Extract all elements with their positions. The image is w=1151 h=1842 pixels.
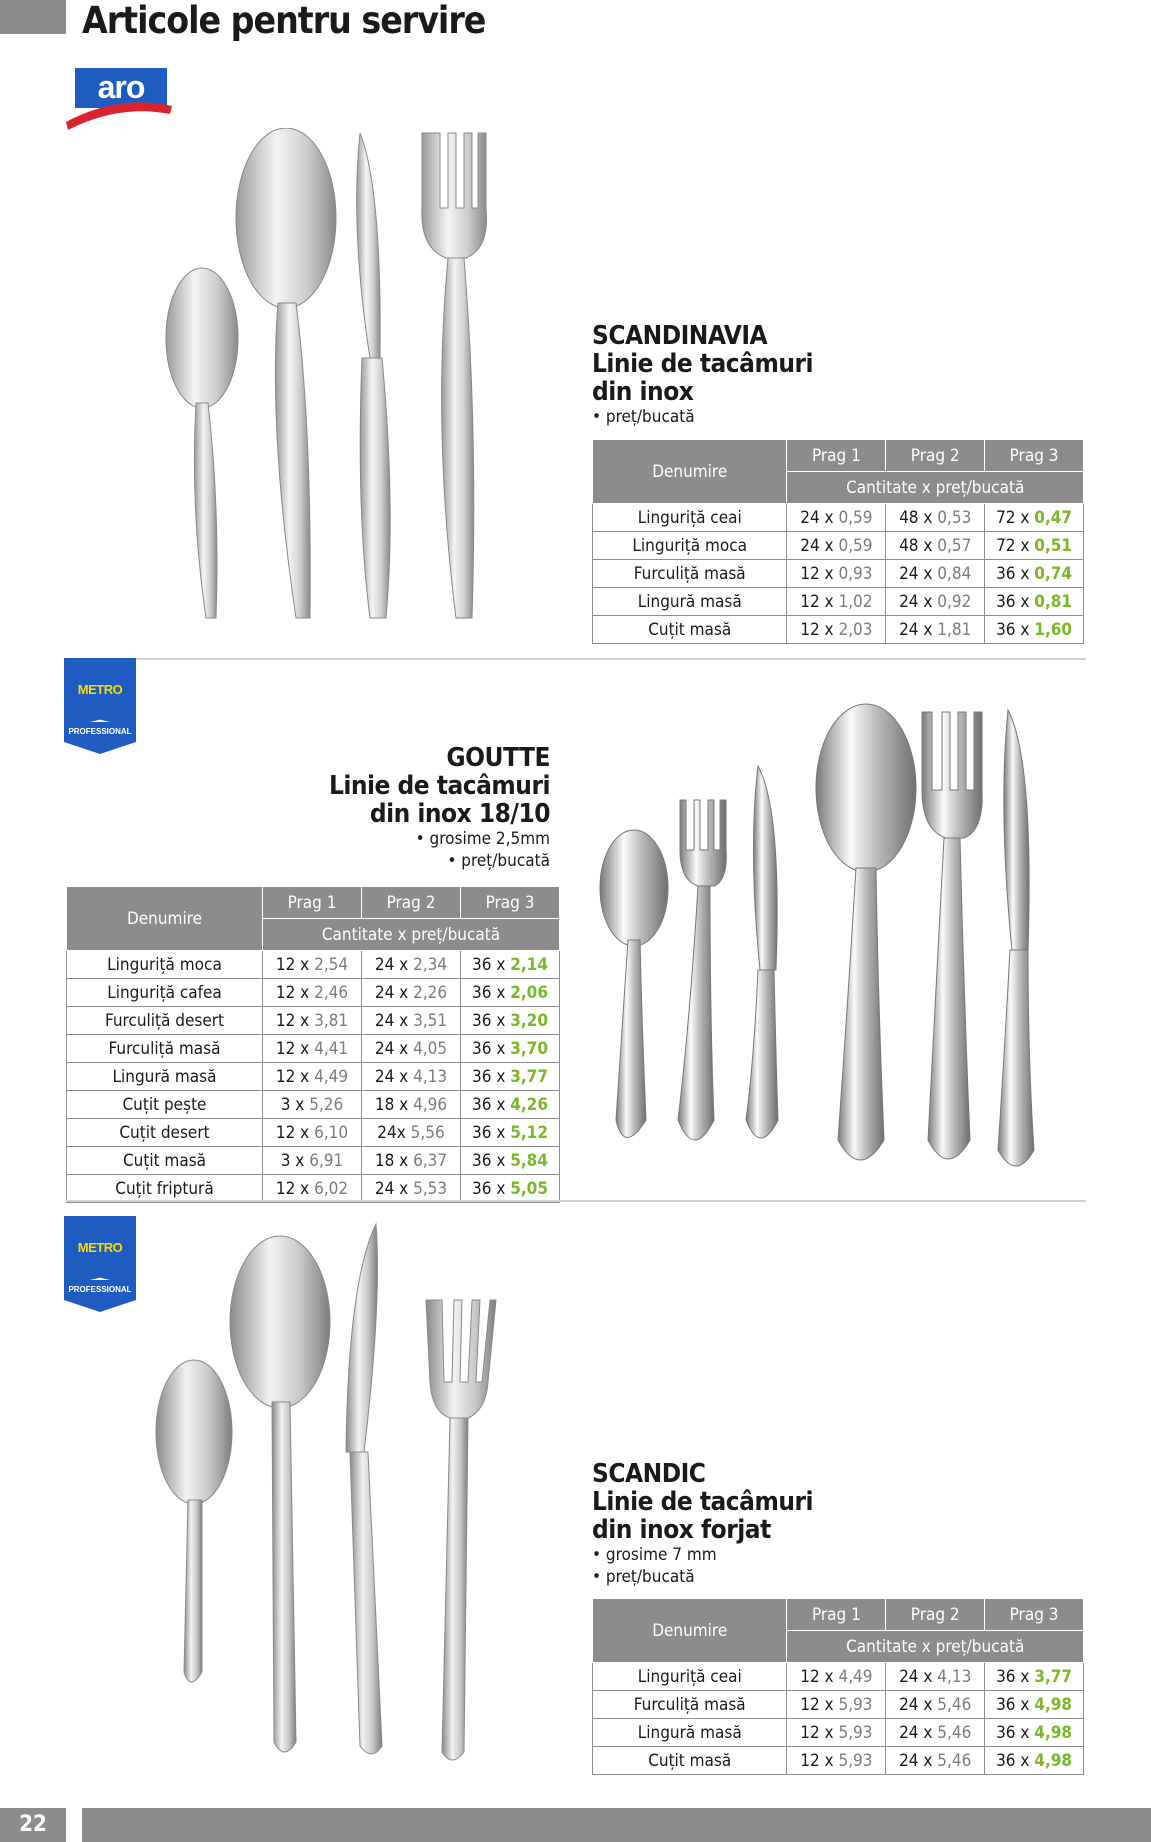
prag3-cell xyxy=(985,1663,1084,1691)
qty: 12 x xyxy=(800,1722,834,1743)
price: 2,26 xyxy=(413,982,448,1003)
qty: 24 x xyxy=(899,1750,933,1771)
qty: 24 x xyxy=(899,1694,933,1715)
prag3-cell xyxy=(461,979,560,1007)
qty: 36 x xyxy=(996,563,1030,584)
prag2-cell xyxy=(886,1691,985,1719)
price: 5,93 xyxy=(838,1750,873,1771)
qty: 12 x xyxy=(275,982,310,1003)
col-prag1: Prag 1 xyxy=(787,440,886,472)
table-row xyxy=(67,1035,560,1063)
qty: 12 x xyxy=(800,563,834,584)
col-sub: Cantitate x preț/bucată xyxy=(263,919,560,951)
col-prag1: Prag 1 xyxy=(263,887,362,919)
professional-label: PROFESSIONAL xyxy=(64,1280,136,1300)
qty: 24 x xyxy=(899,1722,933,1743)
qty: 12 x xyxy=(275,1010,310,1031)
prag3-cell xyxy=(985,588,1084,616)
item-name: Linguriță cafea xyxy=(67,979,263,1007)
page-title: Articole pentru servire xyxy=(82,0,486,42)
prag1-cell xyxy=(787,532,886,560)
qty: 12 x xyxy=(275,1038,310,1059)
price: 1,81 xyxy=(937,619,972,640)
goutte-heading xyxy=(300,744,550,872)
prag2-cell xyxy=(362,1063,461,1091)
scandic-heading xyxy=(592,1460,813,1588)
item-name: Cuțit masă xyxy=(593,616,787,644)
prag2-cell xyxy=(362,1147,461,1175)
item-name: Furculiță masă xyxy=(67,1035,263,1063)
scandic-bullet-1: • grosime 7 mm xyxy=(592,1545,717,1565)
prag2-cell xyxy=(886,588,985,616)
price-best: 5,05 xyxy=(510,1178,548,1199)
item-name: Cuțit friptură xyxy=(67,1175,263,1203)
scandinavia-heading xyxy=(592,322,813,428)
goutte-line1: Linie de tacâmuri xyxy=(328,771,550,801)
scandinavia-price-table xyxy=(592,439,1084,644)
item-name: Lingură masă xyxy=(67,1063,263,1091)
item-name: Furculiță desert xyxy=(67,1007,263,1035)
price-best: 3,70 xyxy=(510,1038,548,1059)
qty: 36 x xyxy=(472,1178,506,1199)
item-name: Lingură masă xyxy=(593,1719,787,1747)
prag3-cell xyxy=(461,1091,560,1119)
qty: 18 x xyxy=(374,1094,409,1115)
prag3-cell xyxy=(461,1147,560,1175)
prag3-cell xyxy=(985,1747,1084,1775)
goutte-bullet-1: • grosime 2,5mm xyxy=(415,829,550,849)
table-row xyxy=(593,560,1084,588)
goutte-name: GOUTTE xyxy=(446,743,550,773)
price: 0,59 xyxy=(838,535,873,556)
prag2-cell xyxy=(886,1747,985,1775)
qty: 72 x xyxy=(996,507,1030,528)
qty: 12 x xyxy=(275,954,310,975)
price-best: 2,06 xyxy=(510,982,548,1003)
price-best: 1,60 xyxy=(1034,619,1073,640)
prag1-cell xyxy=(263,979,362,1007)
price-best: 5,12 xyxy=(510,1122,548,1143)
prag3-cell xyxy=(461,1007,560,1035)
scandinavia-bullet: • preț/bucată xyxy=(592,407,695,427)
price: 1,02 xyxy=(838,591,873,612)
prag2-cell xyxy=(362,951,461,979)
scandinavia-cutlery-image xyxy=(160,128,500,628)
prag2-cell xyxy=(362,979,461,1007)
qty: 12 x xyxy=(275,1066,310,1087)
qty: 24 x xyxy=(800,507,834,528)
prag1-cell xyxy=(787,616,886,644)
professional-label: PROFESSIONAL xyxy=(64,722,136,742)
col-prag2: Prag 2 xyxy=(362,887,461,919)
qty: 12 x xyxy=(275,1178,310,1199)
price: 5,46 xyxy=(937,1722,972,1743)
qty: 3 x xyxy=(280,1094,305,1115)
price: 5,26 xyxy=(309,1094,344,1115)
table-row xyxy=(593,1663,1084,1691)
price: 0,53 xyxy=(937,507,972,528)
table-row xyxy=(67,1091,560,1119)
metro-label: METRO xyxy=(77,1240,123,1255)
table-row xyxy=(593,504,1084,532)
prag3-cell xyxy=(985,560,1084,588)
table-row xyxy=(67,1007,560,1035)
col-prag2: Prag 2 xyxy=(886,440,985,472)
aro-logo xyxy=(64,64,174,134)
qty: 24 x xyxy=(374,982,409,1003)
prag2-cell xyxy=(362,1091,461,1119)
qty: 36 x xyxy=(996,1722,1030,1743)
prag2-cell xyxy=(886,560,985,588)
item-name: Cuțit pește xyxy=(67,1091,263,1119)
qty: 24 x xyxy=(800,535,834,556)
price: 0,59 xyxy=(838,507,873,528)
price: 2,54 xyxy=(314,954,349,975)
table-row xyxy=(593,1747,1084,1775)
qty: 12 x xyxy=(800,591,834,612)
prag1-cell xyxy=(263,951,362,979)
goutte-bullet-2: • preț/bucată xyxy=(447,851,550,871)
price: 0,92 xyxy=(937,591,972,612)
prag1-cell xyxy=(263,1147,362,1175)
price-best: 4,98 xyxy=(1034,1722,1073,1743)
prag3-cell xyxy=(985,532,1084,560)
qty: 36 x xyxy=(472,1150,506,1171)
col-denumire: Denumire xyxy=(593,1599,787,1663)
table-row xyxy=(593,532,1084,560)
prag3-cell xyxy=(461,1035,560,1063)
qty: 24 x xyxy=(899,563,933,584)
qty: 36 x xyxy=(472,1094,506,1115)
price: 0,84 xyxy=(937,563,972,584)
item-name: Furculiță masă xyxy=(593,1691,787,1719)
prag1-cell xyxy=(787,588,886,616)
prag3-cell xyxy=(461,1175,560,1203)
table-row xyxy=(593,1691,1084,1719)
qty: 36 x xyxy=(996,1694,1030,1715)
qty: 18 x xyxy=(374,1150,409,1171)
price-best: 3,77 xyxy=(1034,1666,1073,1687)
price-best: 2,14 xyxy=(510,954,548,975)
prag1-cell xyxy=(787,1747,886,1775)
price-best: 4,26 xyxy=(510,1094,548,1115)
prag2-cell xyxy=(362,1035,461,1063)
col-prag3: Prag 3 xyxy=(985,440,1084,472)
col-denumire: Denumire xyxy=(593,440,787,504)
scandinavia-line1: Linie de tacâmuri xyxy=(592,349,814,379)
qty: 12 x xyxy=(800,1666,834,1687)
col-prag3: Prag 3 xyxy=(985,1599,1084,1631)
col-prag3: Prag 3 xyxy=(461,887,560,919)
price-best: 5,84 xyxy=(510,1150,548,1171)
separator xyxy=(66,1200,1086,1202)
price-best: 3,20 xyxy=(510,1010,548,1031)
col-sub: Cantitate x preț/bucată xyxy=(787,1631,1084,1663)
scandic-price-table xyxy=(592,1598,1084,1775)
metro-professional-logo xyxy=(64,1216,136,1314)
table-row xyxy=(67,951,560,979)
price-best: 3,77 xyxy=(510,1066,548,1087)
prag1-cell xyxy=(787,504,886,532)
qty: 36 x xyxy=(472,1066,506,1087)
qty: 24 x xyxy=(374,1178,409,1199)
separator xyxy=(66,658,1086,660)
prag1-cell xyxy=(263,1035,362,1063)
item-name: Linguriță moca xyxy=(593,532,787,560)
price: 0,57 xyxy=(937,535,972,556)
qty: 12 x xyxy=(800,1694,834,1715)
qty: 24 x xyxy=(374,954,409,975)
qty: 24 x xyxy=(899,619,933,640)
table-row xyxy=(593,588,1084,616)
qty: 36 x xyxy=(996,591,1030,612)
qty: 36 x xyxy=(996,619,1030,640)
prag2-cell xyxy=(886,1663,985,1691)
price: 6,02 xyxy=(314,1178,349,1199)
col-prag2: Prag 2 xyxy=(886,1599,985,1631)
price: 3,51 xyxy=(413,1010,448,1031)
prag2-cell xyxy=(886,504,985,532)
prag2-cell xyxy=(886,532,985,560)
page-number: 22 xyxy=(0,1808,66,1842)
item-name: Lingură masă xyxy=(593,588,787,616)
qty: 36 x xyxy=(472,954,506,975)
scandic-bullet-2: • preț/bucată xyxy=(592,1567,695,1587)
price: 2,34 xyxy=(413,954,448,975)
price: 5,53 xyxy=(413,1178,448,1199)
goutte-cutlery-image xyxy=(598,700,1058,1170)
qty: 36 x xyxy=(996,1750,1030,1771)
metro-professional-logo xyxy=(64,658,136,756)
item-name: Cuțit desert xyxy=(67,1119,263,1147)
qty: 36 x xyxy=(472,982,506,1003)
price: 4,49 xyxy=(314,1066,349,1087)
prag2-cell xyxy=(886,616,985,644)
scandinavia-line2: din inox xyxy=(592,377,694,407)
item-name: Furculiță masă xyxy=(593,560,787,588)
qty: 36 x xyxy=(472,1010,506,1031)
price: 5,93 xyxy=(838,1694,873,1715)
qty: 48 x xyxy=(899,535,933,556)
price: 6,91 xyxy=(309,1150,344,1171)
qty: 36 x xyxy=(996,1666,1030,1687)
prag2-cell xyxy=(362,1119,461,1147)
prag1-cell xyxy=(263,1091,362,1119)
col-denumire: Denumire xyxy=(67,887,263,951)
prag3-cell xyxy=(985,616,1084,644)
footer-bar xyxy=(82,1808,1151,1842)
price: 3,81 xyxy=(314,1010,349,1031)
table-row xyxy=(593,616,1084,644)
table-row xyxy=(67,1175,560,1203)
scandic-cutlery-image xyxy=(150,1222,510,1782)
scandinavia-name: SCANDINAVIA xyxy=(592,321,768,351)
item-name: Linguriță ceai xyxy=(593,504,787,532)
table-row xyxy=(67,1063,560,1091)
price: 2,03 xyxy=(838,619,873,640)
table-row xyxy=(67,979,560,1007)
price: 2,46 xyxy=(314,982,349,1003)
col-prag1: Prag 1 xyxy=(787,1599,886,1631)
prag3-cell xyxy=(985,1719,1084,1747)
qty: 24 x xyxy=(899,1666,933,1687)
metro-label: METRO xyxy=(77,682,123,697)
prag1-cell xyxy=(787,1663,886,1691)
header-bar xyxy=(0,0,66,34)
prag3-cell xyxy=(461,1119,560,1147)
price-best: 4,98 xyxy=(1034,1750,1073,1771)
prag3-cell xyxy=(985,504,1084,532)
price-best: 0,51 xyxy=(1034,535,1073,556)
price: 4,49 xyxy=(838,1666,873,1687)
qty: 36 x xyxy=(472,1038,506,1059)
goutte-line2: din inox 18/10 xyxy=(369,799,550,829)
qty: 24 x xyxy=(374,1066,409,1087)
prag1-cell xyxy=(263,1007,362,1035)
prag2-cell xyxy=(886,1719,985,1747)
prag1-cell xyxy=(787,1719,886,1747)
scandic-name: SCANDIC xyxy=(592,1459,706,1489)
prag2-cell xyxy=(362,1007,461,1035)
item-name: Linguriță ceai xyxy=(593,1663,787,1691)
table-row xyxy=(593,1719,1084,1747)
price: 0,93 xyxy=(838,563,873,584)
qty: 36 x xyxy=(472,1122,506,1143)
price: 4,05 xyxy=(413,1038,448,1059)
prag3-cell xyxy=(461,951,560,979)
qty: 48 x xyxy=(899,507,933,528)
qty: 24x xyxy=(377,1122,406,1143)
prag1-cell xyxy=(787,1691,886,1719)
scandic-line2: din inox forjat xyxy=(592,1515,771,1545)
price: 4,41 xyxy=(314,1038,349,1059)
price: 5,93 xyxy=(838,1722,873,1743)
price-best: 4,98 xyxy=(1034,1694,1073,1715)
item-name: Cuțit masă xyxy=(67,1147,263,1175)
qty: 24 x xyxy=(899,591,933,612)
prag1-cell xyxy=(263,1063,362,1091)
price: 6,37 xyxy=(413,1150,448,1171)
price: 5,46 xyxy=(937,1750,972,1771)
item-name: Linguriță moca xyxy=(67,951,263,979)
prag3-cell xyxy=(985,1691,1084,1719)
goutte-price-table xyxy=(66,886,560,1203)
item-name: Cuțit masă xyxy=(593,1747,787,1775)
price: 5,46 xyxy=(937,1694,972,1715)
qty: 12 x xyxy=(800,619,834,640)
price-best: 0,47 xyxy=(1034,507,1073,528)
prag2-cell xyxy=(362,1175,461,1203)
table-row xyxy=(67,1147,560,1175)
prag1-cell xyxy=(787,560,886,588)
table-row xyxy=(67,1119,560,1147)
qty: 24 x xyxy=(374,1038,409,1059)
price-best: 0,74 xyxy=(1034,563,1073,584)
prag3-cell xyxy=(461,1063,560,1091)
qty: 12 x xyxy=(800,1750,834,1771)
col-sub: Cantitate x preț/bucată xyxy=(787,472,1084,504)
prag1-cell xyxy=(263,1175,362,1203)
qty: 3 x xyxy=(280,1150,305,1171)
prag1-cell xyxy=(263,1119,362,1147)
price: 4,13 xyxy=(937,1666,972,1687)
price: 4,13 xyxy=(413,1066,448,1087)
aro-logo-text: aro xyxy=(75,68,167,108)
qty: 12 x xyxy=(275,1122,310,1143)
aro-swoosh-icon xyxy=(64,64,174,134)
qty: 72 x xyxy=(996,535,1030,556)
scandic-line1: Linie de tacâmuri xyxy=(592,1487,814,1517)
price-best: 0,81 xyxy=(1034,591,1073,612)
qty: 24 x xyxy=(374,1010,409,1031)
price: 6,10 xyxy=(314,1122,349,1143)
price: 4,96 xyxy=(413,1094,448,1115)
price: 5,56 xyxy=(410,1122,445,1143)
